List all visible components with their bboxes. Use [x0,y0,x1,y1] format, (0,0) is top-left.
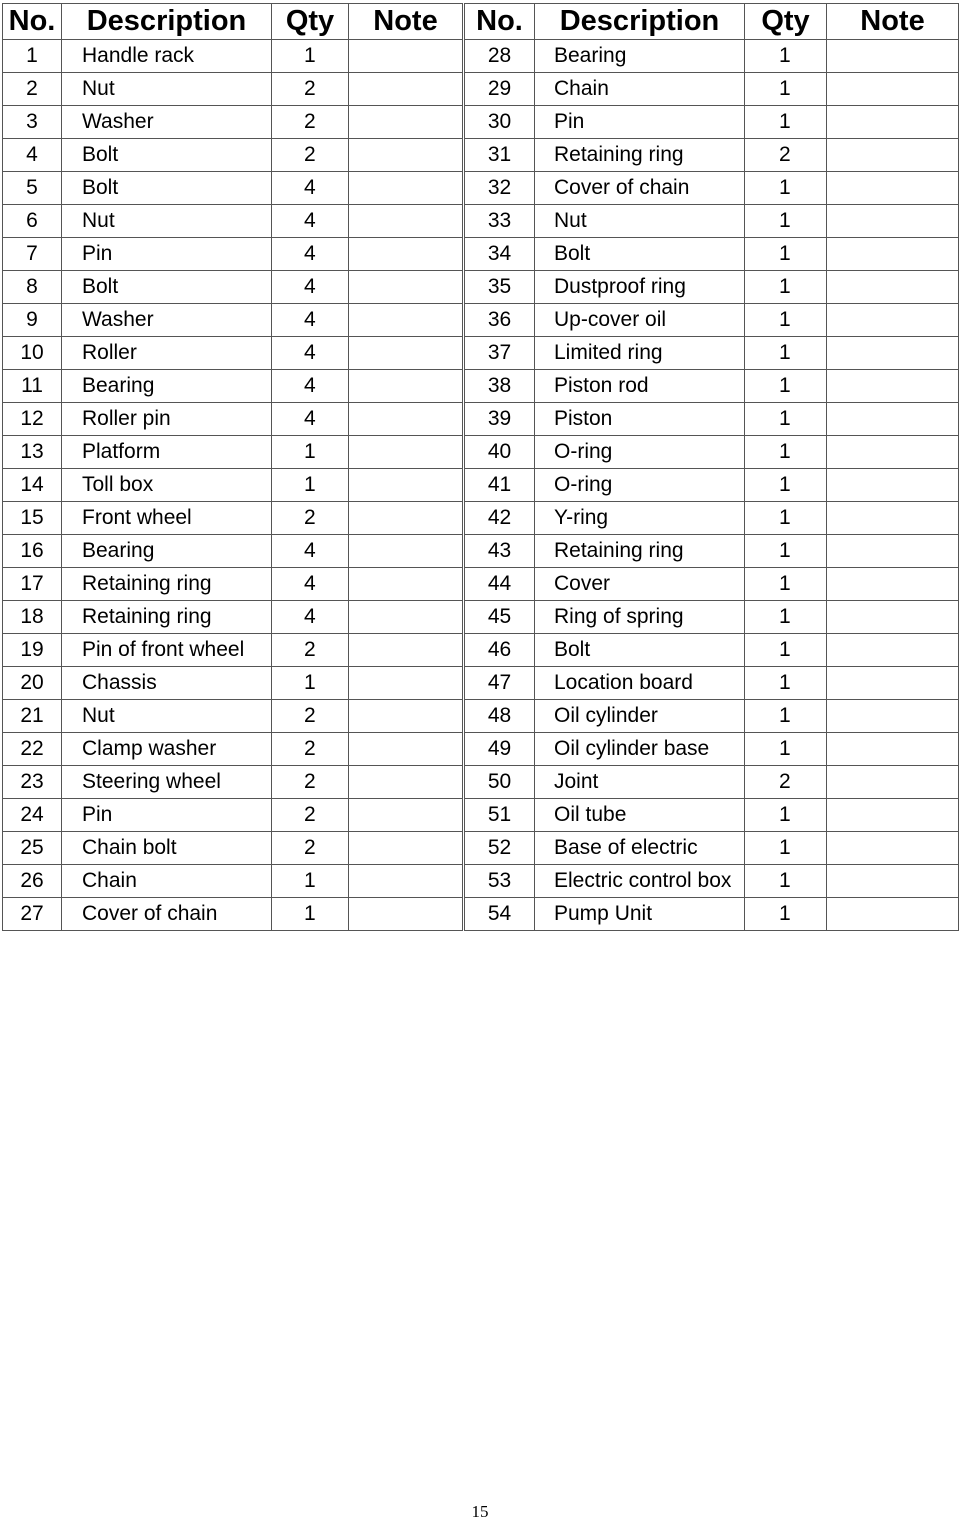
part-quantity: 1 [745,469,827,502]
part-number: 4 [3,139,62,172]
part-note [349,337,464,370]
part-quantity: 1 [272,469,349,502]
table-row [3,304,959,337]
part-note [349,568,464,601]
part-description: Chain bolt [62,832,272,865]
part-note [349,502,464,535]
part-quantity: 1 [745,370,827,403]
part-description: Oil cylinder [535,700,745,733]
part-quantity: 2 [745,766,827,799]
part-number: 6 [3,205,62,238]
part-number: 49 [464,733,535,766]
part-quantity: 1 [272,865,349,898]
part-note [827,700,959,733]
table-row [3,898,959,931]
table-row [3,766,959,799]
part-quantity: 1 [745,238,827,271]
part-note [349,535,464,568]
part-quantity: 2 [272,106,349,139]
part-quantity: 1 [745,568,827,601]
part-description: Chain [535,73,745,106]
part-quantity: 1 [745,304,827,337]
part-note [827,238,959,271]
part-quantity: 1 [745,403,827,436]
table-row [3,403,959,436]
part-description: Piston rod [535,370,745,403]
part-number: 35 [464,271,535,304]
part-quantity: 2 [745,139,827,172]
part-quantity: 2 [272,139,349,172]
part-number: 27 [3,898,62,931]
part-quantity: 1 [745,205,827,238]
part-number: 9 [3,304,62,337]
part-description: Steering wheel [62,766,272,799]
part-quantity: 1 [745,106,827,139]
part-note [827,667,959,700]
part-note [827,40,959,73]
part-quantity: 2 [272,700,349,733]
part-description: Bolt [535,238,745,271]
part-number: 13 [3,436,62,469]
part-description: Clamp washer [62,733,272,766]
part-number: 45 [464,601,535,634]
part-number: 25 [3,832,62,865]
part-quantity: 1 [272,898,349,931]
table-row [3,106,959,139]
part-description: Roller [62,337,272,370]
part-description: Chain [62,865,272,898]
part-quantity: 4 [272,205,349,238]
part-note [827,172,959,205]
part-note [349,799,464,832]
part-quantity: 1 [745,898,827,931]
table-row [3,172,959,205]
part-quantity: 2 [272,766,349,799]
part-note [827,436,959,469]
part-quantity: 1 [745,799,827,832]
part-note [349,304,464,337]
part-note [349,271,464,304]
part-description: Bolt [535,634,745,667]
part-quantity: 1 [745,535,827,568]
part-number: 33 [464,205,535,238]
part-quantity: 4 [272,337,349,370]
part-description: Retaining ring [535,139,745,172]
part-note [827,502,959,535]
part-number: 51 [464,799,535,832]
part-quantity: 2 [272,634,349,667]
table-row [3,634,959,667]
table-row [3,865,959,898]
part-description: Location board [535,667,745,700]
part-note [827,568,959,601]
part-description: Piston [535,403,745,436]
part-note [827,304,959,337]
part-note [827,469,959,502]
table-row [3,535,959,568]
part-number: 7 [3,238,62,271]
part-number: 52 [464,832,535,865]
part-quantity: 4 [272,370,349,403]
part-note [349,865,464,898]
table-row [3,370,959,403]
part-number: 12 [3,403,62,436]
part-quantity: 1 [745,601,827,634]
part-quantity: 1 [272,667,349,700]
part-note [827,403,959,436]
part-note [827,898,959,931]
table-row [3,205,959,238]
part-quantity: 1 [272,40,349,73]
part-number: 14 [3,469,62,502]
part-number: 16 [3,535,62,568]
part-number: 46 [464,634,535,667]
part-description: Nut [535,205,745,238]
part-number: 41 [464,469,535,502]
part-quantity: 1 [745,436,827,469]
part-number: 36 [464,304,535,337]
part-description: Front wheel [62,502,272,535]
part-note [827,337,959,370]
part-number: 22 [3,733,62,766]
part-number: 40 [464,436,535,469]
part-note [349,172,464,205]
part-note [827,370,959,403]
part-note [827,832,959,865]
part-number: 17 [3,568,62,601]
part-number: 1 [3,40,62,73]
part-number: 54 [464,898,535,931]
part-quantity: 4 [272,568,349,601]
part-number: 38 [464,370,535,403]
table-row [3,667,959,700]
part-quantity: 1 [745,502,827,535]
part-description: Retaining ring [535,535,745,568]
part-description: Bearing [62,370,272,403]
table-row [3,502,959,535]
part-number: 43 [464,535,535,568]
part-description: Cover of chain [535,172,745,205]
parts-list-table [2,3,959,931]
part-description: Handle rack [62,40,272,73]
part-description: Dustproof ring [535,271,745,304]
part-number: 5 [3,172,62,205]
part-number: 32 [464,172,535,205]
part-number: 39 [464,403,535,436]
part-note [827,271,959,304]
part-quantity: 4 [272,601,349,634]
part-number: 10 [3,337,62,370]
part-number: 26 [3,865,62,898]
part-note [349,205,464,238]
part-note [349,106,464,139]
part-quantity: 1 [745,700,827,733]
part-description: Cover of chain [62,898,272,931]
part-note [349,832,464,865]
part-note [349,700,464,733]
part-description: Pin of front wheel [62,634,272,667]
part-quantity: 2 [272,733,349,766]
part-note [827,634,959,667]
part-number: 31 [464,139,535,172]
part-number: 48 [464,700,535,733]
part-quantity: 1 [745,733,827,766]
table-row [3,436,959,469]
part-quantity: 1 [745,40,827,73]
part-number: 18 [3,601,62,634]
part-number: 34 [464,238,535,271]
part-note [349,436,464,469]
table-row [3,799,959,832]
part-description: Joint [535,766,745,799]
table-row [3,832,959,865]
part-note [349,40,464,73]
part-description: Washer [62,304,272,337]
part-quantity: 2 [272,502,349,535]
table-row [3,700,959,733]
part-note [349,370,464,403]
part-quantity: 1 [745,865,827,898]
part-quantity: 2 [272,799,349,832]
part-description: Ring of spring [535,601,745,634]
part-note [349,766,464,799]
part-description: Pump Unit [535,898,745,931]
part-number: 8 [3,271,62,304]
part-description: Pin [62,238,272,271]
part-note [827,139,959,172]
part-note [349,898,464,931]
part-number: 29 [464,73,535,106]
part-quantity: 4 [272,304,349,337]
part-description: Base of electric [535,832,745,865]
header-note: Note [349,4,464,40]
part-note [349,238,464,271]
part-description: O-ring [535,436,745,469]
header-no: No. [464,4,535,40]
part-quantity: 1 [745,73,827,106]
header-no: No. [3,4,62,40]
part-number: 11 [3,370,62,403]
part-quantity: 4 [272,172,349,205]
part-note [827,106,959,139]
part-note [827,601,959,634]
part-note [349,634,464,667]
part-description: Nut [62,205,272,238]
part-description: O-ring [535,469,745,502]
part-description: Platform [62,436,272,469]
header-qty: Qty [745,4,827,40]
part-number: 37 [464,337,535,370]
part-number: 53 [464,865,535,898]
table-row [3,40,959,73]
part-quantity: 1 [745,832,827,865]
table-row [3,73,959,106]
part-note [827,865,959,898]
table-row [3,271,959,304]
part-number: 44 [464,568,535,601]
part-number: 19 [3,634,62,667]
part-number: 3 [3,106,62,139]
part-number: 42 [464,502,535,535]
part-number: 47 [464,667,535,700]
part-note [349,733,464,766]
part-description: Bolt [62,139,272,172]
part-note [827,733,959,766]
part-number: 50 [464,766,535,799]
part-description: Bolt [62,271,272,304]
part-note [827,205,959,238]
header-note: Note [827,4,959,40]
part-number: 15 [3,502,62,535]
part-description: Y-ring [535,502,745,535]
part-number: 23 [3,766,62,799]
page-number: 15 [471,1502,489,1521]
part-quantity: 4 [272,403,349,436]
parts-table-body [3,40,959,931]
part-number: 2 [3,73,62,106]
part-description: Chassis [62,667,272,700]
part-number: 30 [464,106,535,139]
part-note [349,601,464,634]
part-description: Cover [535,568,745,601]
part-description: Retaining ring [62,568,272,601]
part-number: 24 [3,799,62,832]
part-quantity: 1 [745,172,827,205]
part-quantity: 2 [272,832,349,865]
header-description: Description [535,4,745,40]
part-description: Bolt [62,172,272,205]
part-description: Bearing [535,40,745,73]
part-quantity: 2 [272,73,349,106]
table-row [3,733,959,766]
part-number: 21 [3,700,62,733]
part-note [827,766,959,799]
table-row [3,568,959,601]
part-note [827,73,959,106]
part-description: Toll box [62,469,272,502]
part-description: Up-cover oil [535,304,745,337]
part-quantity: 1 [745,271,827,304]
part-note [349,667,464,700]
table-row [3,337,959,370]
part-number: 20 [3,667,62,700]
part-note [349,403,464,436]
part-description: Nut [62,700,272,733]
part-description: Roller pin [62,403,272,436]
part-description: Pin [62,799,272,832]
part-quantity: 1 [745,337,827,370]
part-description: Nut [62,73,272,106]
part-description: Bearing [62,535,272,568]
part-quantity: 1 [745,634,827,667]
part-note [349,73,464,106]
table-row [3,139,959,172]
header-qty: Qty [272,4,349,40]
part-description: Retaining ring [62,601,272,634]
part-quantity: 4 [272,238,349,271]
part-quantity: 1 [745,667,827,700]
part-quantity: 4 [272,271,349,304]
table-row [3,238,959,271]
part-quantity: 1 [272,436,349,469]
header-row [3,4,959,40]
part-note [349,139,464,172]
part-description: Washer [62,106,272,139]
part-description: Pin [535,106,745,139]
part-note [827,799,959,832]
part-note [349,469,464,502]
header-description: Description [62,4,272,40]
part-number: 28 [464,40,535,73]
part-description: Oil cylinder base [535,733,745,766]
table-row [3,469,959,502]
part-description: Oil tube [535,799,745,832]
part-description: Limited ring [535,337,745,370]
table-row [3,601,959,634]
part-quantity: 4 [272,535,349,568]
part-note [827,535,959,568]
part-description: Electric control box [535,865,745,898]
